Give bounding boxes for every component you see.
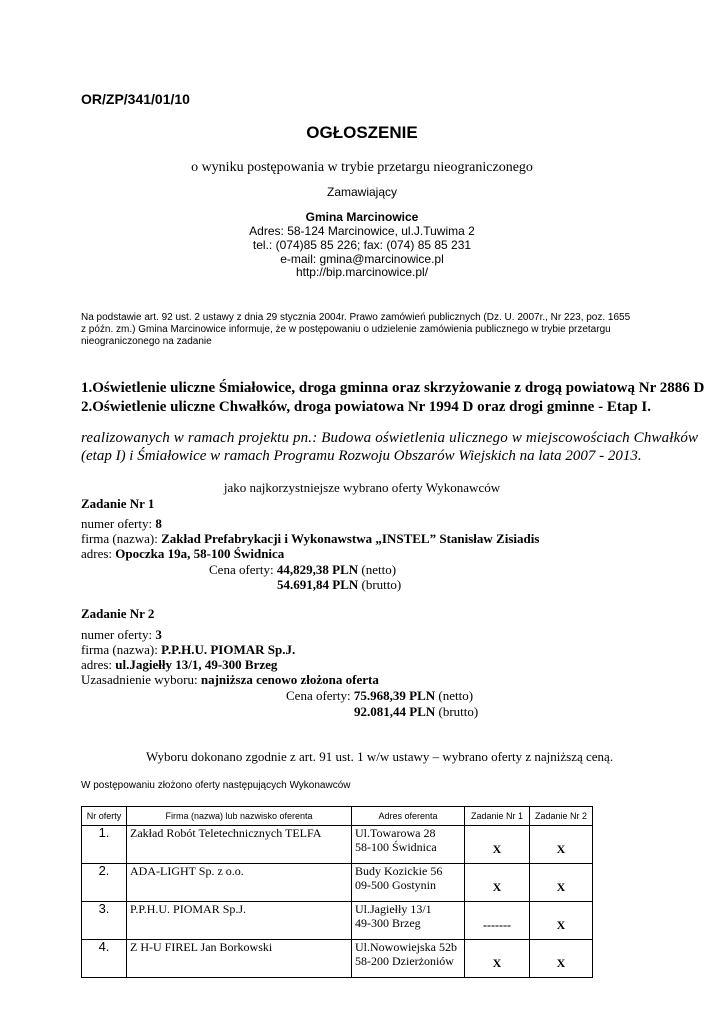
document-subtitle: o wyniku postępowania w trybie przetargu nieograniczonego — [191, 160, 533, 175]
offers-table — [81, 806, 593, 978]
row-offer-number: 2. — [82, 864, 127, 902]
intro-line-2: z późn. zm.) Gmina Marcinowice informuje, że w postępowaniu o udzielenie zamówienia publicznego w trybie przetargu — [81, 324, 611, 335]
ordering-party-email: e-mail: gmina@marcinowice.pl — [280, 252, 444, 266]
offer-number-value: 3 — [155, 627, 162, 642]
ordering-party-name: Gmina Marcinowice — [305, 210, 419, 224]
row-firm: ADA-LIGHT Sp. z o.o. — [127, 864, 352, 902]
firm-label: firma (nazwa): — [81, 642, 162, 657]
project-line-2: (etap I) i Śmiałowice w ramach Programu Rozwoju Obszarów Wiejskich na lata 2007 - 2013. — [81, 448, 642, 464]
zadanie-2-firm — [81, 642, 295, 658]
price-label: Cena oferty: — [209, 562, 277, 577]
price-gross-value: 54.691,84 PLN — [277, 577, 359, 592]
address-line-2: 58-100 Świdnica — [355, 840, 437, 854]
address-line-1: Ul.Towarowa 28 — [355, 826, 436, 840]
reason-label: Uzasadnienie wyboru: — [81, 672, 201, 687]
zadanie-2-offer-number — [81, 627, 162, 643]
reason-value: najniższa cenowo złożona oferta — [200, 672, 379, 687]
row-task-1-mark: X — [465, 940, 530, 978]
selected-offers-intro: jako najkorzystniejsze wybrano oferty Wykonawców — [223, 480, 501, 495]
table-header-row — [82, 807, 593, 826]
zadanie-1-offer-number — [81, 516, 162, 532]
ordering-party-website: http://bip.marcinowice.pl/ — [295, 265, 429, 279]
zadanie-1-firm — [81, 531, 539, 547]
intro-line-3: nieograniczonego na zadanie — [81, 336, 212, 347]
header-task-2: Zadanie Nr 2 — [530, 807, 593, 826]
address-value: ul.Jagiełły 13/1, 49-300 Brzeg — [115, 657, 278, 672]
price-gross-suffix: (brutto) — [358, 577, 402, 592]
row-address — [352, 826, 465, 864]
project-line-1: realizowanych w ramach projektu pn.: Budowa oświetlenia ulicznego w miejscowościach Chwałków — [81, 430, 699, 446]
row-task-1-mark: X — [465, 826, 530, 864]
zadanie-1-price-net — [209, 562, 396, 578]
offer-number-label: numer oferty: — [81, 627, 156, 642]
zadanie-2-price-net — [286, 688, 473, 704]
address-line-2: 49-300 Brzeg — [355, 916, 421, 930]
address-line-2: 58-200 Dzierżoniów — [355, 954, 454, 968]
zadanie-2-reason — [81, 672, 379, 688]
firm-label: firma (nazwa): — [81, 531, 162, 546]
table-row — [82, 864, 593, 902]
header-offer-number: Nr oferty — [82, 807, 127, 826]
zadanie-1-price-gross — [277, 577, 401, 593]
task-2-title: 2.Oświetlenie uliczne Chwałków, droga powiatowa Nr 1994 D oraz drogi gminne - Etap I. — [81, 399, 652, 415]
row-firm: Zakład Robót Teletechnicznych TELFA — [127, 826, 352, 864]
table-row — [82, 826, 593, 864]
address-line-1: Ul.Nowowiejska 52b — [355, 940, 457, 954]
zadanie-2-heading: Zadanie Nr 2 — [81, 606, 155, 621]
row-address — [352, 864, 465, 902]
row-task-2-mark: X — [530, 902, 593, 940]
header-address: Adres oferenta — [352, 807, 465, 826]
address-line-2: 09-500 Gostynin — [355, 878, 436, 892]
address-label: adres: — [81, 657, 116, 672]
header-task-1: Zadanie Nr 1 — [465, 807, 530, 826]
offer-number-label: numer oferty: — [81, 516, 156, 531]
row-address — [352, 940, 465, 978]
firm-value: P.P.H.U. PIOMAR Sp.J. — [161, 642, 296, 657]
ordering-party-phone: tel.: (074)85 85 226; fax: (074) 85 85 231 — [252, 238, 472, 252]
table-row — [82, 902, 593, 940]
legal-basis: Wyboru dokonano zgodnie z art. 91 ust. 1 w/w ustawy – wybrano oferty z najniższą ceną. — [146, 749, 614, 764]
offer-number-value: 8 — [155, 516, 162, 531]
header-firm: Firma (nazwa) lub nazwisko oferenta — [127, 807, 352, 826]
row-task-2-mark: X — [530, 826, 593, 864]
row-task-2-mark: X — [530, 940, 593, 978]
row-task-2-mark: X — [530, 864, 593, 902]
price-net-value: 44,829,38 PLN — [276, 562, 359, 577]
row-firm: Z H-U FIREL Jan Borkowski — [127, 940, 352, 978]
zadanie-1-address — [81, 546, 284, 562]
table-row — [82, 940, 593, 978]
price-net-value: 75.968,39 PLN — [353, 688, 436, 703]
row-task-1-mark: X — [465, 864, 530, 902]
row-task-1-mark: ------- — [465, 902, 530, 940]
task-1-title: 1.Oświetlenie uliczne Śmiałowice, droga gminna oraz skrzyżowanie z drogą powiatową Nr 2886 D — [81, 380, 705, 396]
row-offer-number: 1. — [82, 826, 127, 864]
zadanie-2-price-gross — [354, 704, 478, 720]
price-net-suffix: (netto) — [358, 562, 397, 577]
intro-line-1: Na podstawie art. 92 ust. 2 ustawy z dnia 29 stycznia 2004r. Prawo zamówień publicznych (Dz. U. 2007r., Nr 223, poz. 1655 — [81, 312, 631, 323]
ordering-party-label: Zamawiający — [326, 185, 398, 199]
address-line-1: Budy Kozickie 56 — [355, 864, 443, 878]
row-address — [352, 902, 465, 940]
address-value: Opoczka 19a, 58-100 Świdnica — [115, 546, 285, 561]
address-label: adres: — [81, 546, 116, 561]
price-label: Cena oferty: — [286, 688, 354, 703]
document-title: OGŁOSZENIE — [306, 123, 418, 142]
reference-number: OR/ZP/341/01/10 — [81, 91, 190, 107]
price-gross-value: 92.081,44 PLN — [354, 704, 436, 719]
zadanie-2-address — [81, 657, 277, 673]
row-firm: P.P.H.U. PIOMAR Sp.J. — [127, 902, 352, 940]
row-offer-number: 3. — [82, 902, 127, 940]
offers-table-intro: W postępowaniu złożono oferty następujących Wykonawców — [81, 780, 351, 791]
address-line-1: Ul.Jagiełły 13/1 — [355, 902, 432, 916]
ordering-party-address: Adres: 58-124 Marcinowice, ul.J.Tuwima 2 — [249, 224, 475, 238]
price-gross-suffix: (brutto) — [435, 704, 479, 719]
price-net-suffix: (netto) — [435, 688, 474, 703]
zadanie-1-heading: Zadanie Nr 1 — [81, 496, 155, 511]
row-offer-number: 4. — [82, 940, 127, 978]
firm-value: Zakład Prefabrykacji i Wykonawstwa „INSTEL” Stanisław Zisiadis — [161, 531, 540, 546]
